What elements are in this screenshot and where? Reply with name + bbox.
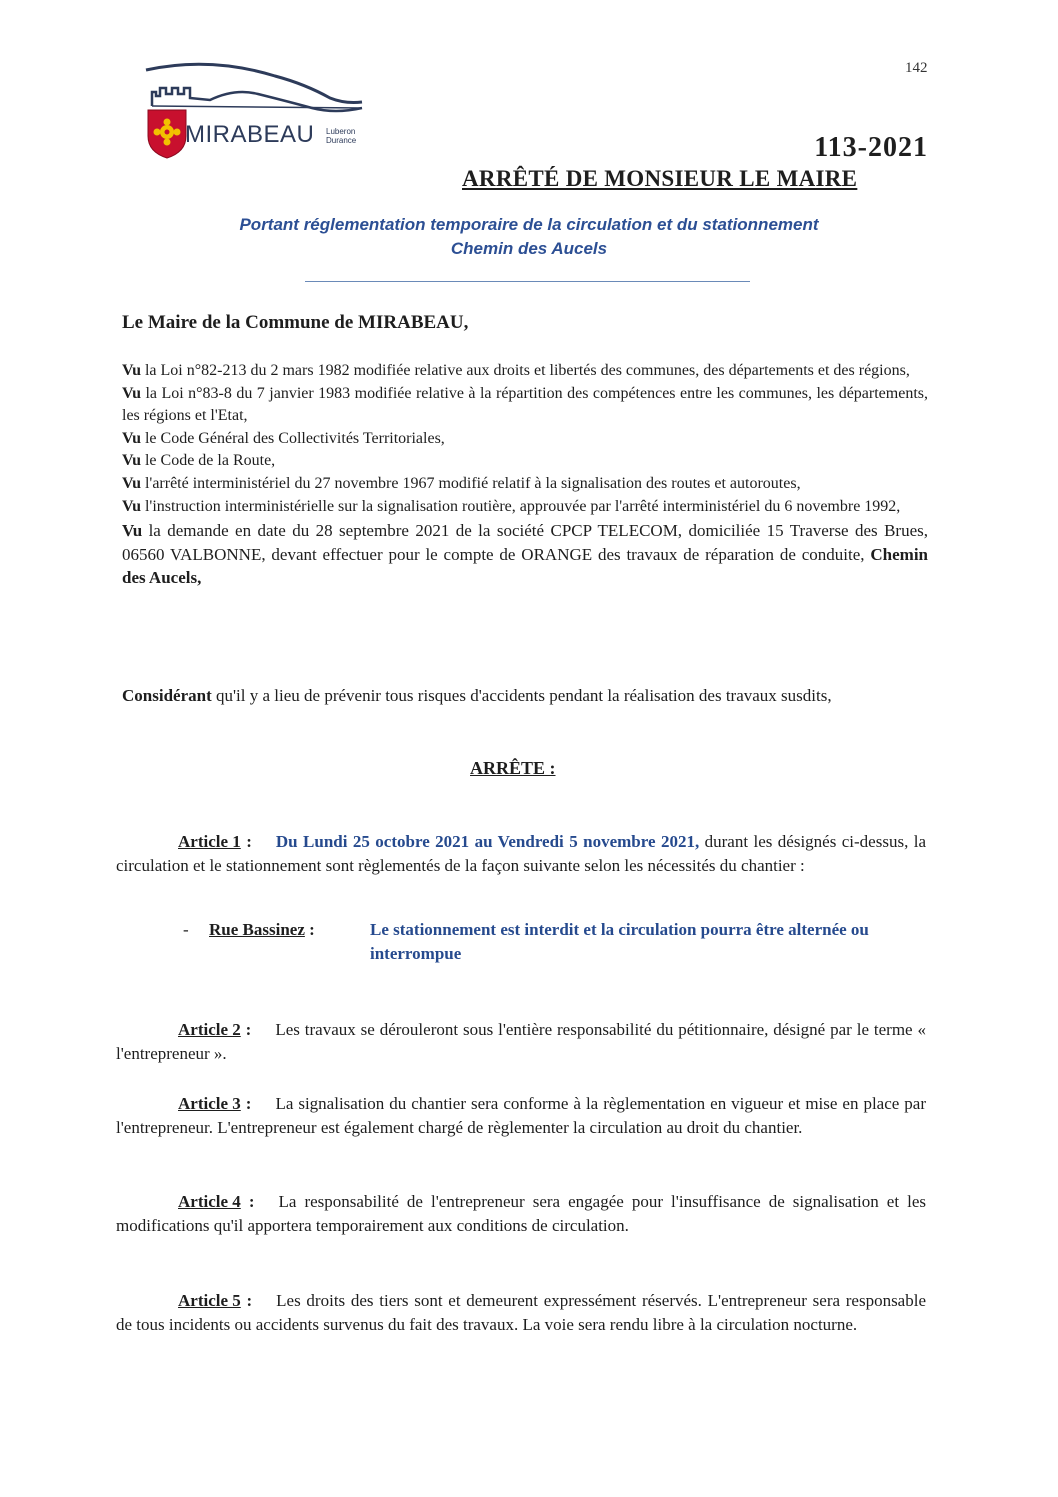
article-label: Article 5 [178, 1291, 241, 1310]
article-1: Article 1 : Du Lundi 25 octobre 2021 au Vendredi 5 novembre 2021, durant les désignés ci-dessus, la circulation et le stationnement sont règlementés de la façon suivante selon les nécessités du chantier : [116, 832, 927, 875]
document-subtitle [0, 213, 1058, 261]
logo-wordmark: MIRABEAU [185, 121, 315, 148]
arrete-number: 113-2021 [814, 132, 928, 163]
visas-block [122, 360, 928, 590]
page-number: 142 [905, 60, 928, 76]
visa-item: Vu la Loi n°83-8 du 7 janvier 1983 modifiée relative à la répartition des compétences entre les communes, les départements, les régions et l'Etat, [122, 384, 928, 425]
article-label: Article 4 [178, 1192, 241, 1211]
article-label: Article 3 [178, 1094, 241, 1113]
article-5: Article 5 : Les droits des tiers sont et demeurent expressément réservés. L'entrepreneur sera responsable de tous incidents ou accidents survenus du fait des travaux. La voie sera rendu libre à la circulation nocturne. [116, 1291, 926, 1334]
subtitle-line-2: Chemin des Aucels [450, 239, 608, 258]
mirabeau-logo [140, 58, 380, 168]
article-4: Article 4 : La responsabilité de l'entrepreneur sera engagée pour l'insuffisance de signalisation et les modifications qu'il apportera temporairement aux conditions de circulation. [116, 1192, 926, 1235]
article-3: Article 3 : La signalisation du chantier sera conforme à la règlementation en vigueur et mise en place par l'entrepreneur. L'entrepreneur est également chargé de règlementer la circulation au droit du chantier. [116, 1094, 926, 1137]
mayor-line: Le Maire de la Commune de MIRABEAU, [122, 312, 469, 333]
visa-item: Vu le Code Général des Collectivités Territoriales, [122, 429, 445, 447]
arrete-heading: ARRÊTE : [470, 758, 556, 778]
considerant-paragraph: Considérant qu'il y a lieu de prévenir tous risques d'accidents pendant la réalisation des travaux susdits, [122, 686, 832, 705]
visa-item: Vu le Code de la Route, [122, 452, 276, 470]
restriction-item: - Rue Bassinez : Le stationnement est interdit et la circulation pourra être alternée ou interrompue [183, 918, 943, 942]
visa-item: Vu l'arrêté interministériel du 27 novembre 1967 modifié relatif à la signalisation des routes et autoroutes, [122, 474, 801, 492]
article-label: Article 1 [178, 832, 241, 851]
logo-graphic [140, 58, 380, 168]
restriction-rule: Le stationnement est interdit et la circulation pourra être alternée ou interrompue [370, 920, 869, 963]
visa-item: Vu l'instruction interministérielle sur la signalisation routière, approuvée par l'arrêté interministériel du 6 novembre 1992, [122, 497, 901, 515]
article-1-dates: Du Lundi 25 octobre 2021 au Vendredi 5 novembre 2021, [275, 832, 700, 851]
visa-item: Vu la Loi n°82-213 du 2 mars 1982 modifiée relative aux droits et libertés des communes, des départements et des régions, [122, 362, 910, 379]
article-2: Article 2 : Les travaux se dérouleront sous l'entière responsabilité du pétitionnaire, désigné par le terme « l'entrepreneur ». [116, 1020, 926, 1063]
subtitle-line-1: Portant réglementation temporaire de la circulation et du stationnement [239, 215, 819, 234]
street-name: Rue Bassinez [209, 920, 305, 939]
document-title: ARRÊTÉ DE MONSIEUR LE MAIRE [462, 166, 858, 191]
logo-tagline: Luberon Durance [326, 127, 357, 145]
article-label: Article 2 [178, 1020, 241, 1039]
title-separator [305, 281, 750, 282]
visa-item-request: Vu la demande en date du 28 septembre 2021 de la société CPCP TELECOM, domiciliée 15 Traverse des Brues, 06560 VALBONNE, devant effectuer pour le compte de ORANGE des travaux de réparation de conduite, Chemin des Aucels, [122, 521, 928, 588]
